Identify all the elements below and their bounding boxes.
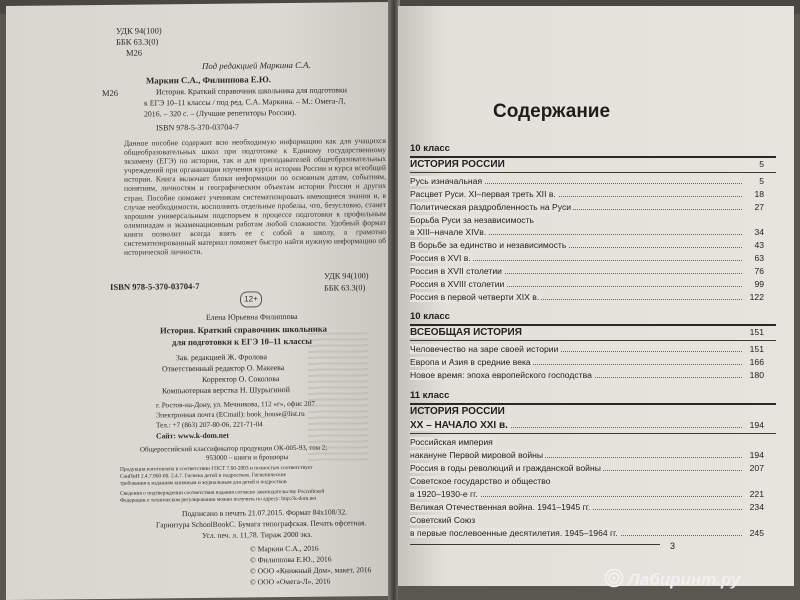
toc-entry-text: Россия в XVII столетии [410,266,502,276]
copyright-3: © ООО «Книжный Дом», макет, 2016 [250,565,372,576]
toc-entry [410,215,764,226]
toc-entry-text: Политическая раздробленность на Руси [410,202,572,212]
print-info-3: Усл. печ. л. 11,78. Тираж 2000 экз. [202,529,313,540]
bbk-top: ББК 63.3(0) [116,36,159,47]
biblio-line-3: 2016. – 320 с. – (Лучшие репетиторы России). [144,107,297,119]
classifier-line-2: 953000 – книги и брошюры [206,453,289,462]
print-info-2: Гарнитура SchoolBookC. Бумага типографская. Печать офсетная. [156,518,367,530]
copyright-4: © ООО «Омега-Л», 2016 [250,576,331,587]
toc-entry-text: накануне Первой мировой войны [410,450,544,460]
section-2-title: ВСЕОБЩАЯ ИСТОРИЯ [410,327,522,338]
toc-entry-page: 76 [754,266,764,276]
publisher-email: Электронная почта (ECmail): book_house@list.ru [156,409,305,420]
toc-entry [410,450,764,461]
copyright-1: © Маркин С.А., 2016 [250,543,319,554]
toc-entry [410,227,764,238]
toc-entry [410,253,764,264]
isbn-inner: ISBN 978-5-370-03704-7 [156,122,239,133]
biblio-line-1: История. Краткий справочник школьника для подготовки [156,85,347,97]
section-3-grade: 11 класс [410,390,450,401]
section-2-underline [410,340,776,341]
toc-entry-page: 18 [754,189,764,199]
section-2-grade: 10 класс [410,311,450,322]
toc-entry-page: 43 [754,240,764,250]
toc-entry [410,344,764,355]
toc-entry-page: 27 [754,202,764,212]
section-1-title-page: 5 [759,159,764,169]
left-page-imprint [6,2,390,600]
toc-entry-page: 34 [754,227,764,237]
toc-entry [410,240,764,251]
watermark-text: Лабиринт.ру [628,570,741,589]
toc-entry [410,266,764,277]
toc-entry-page: 122 [749,292,764,302]
toc-entry [410,476,764,487]
credit-editor-chief: Зав. редакцией Ж. Фролова [176,352,267,363]
section-3-subtitle: XX – НАЧАЛО XXI в. [410,420,508,431]
toc-entry-page: 194 [749,450,764,460]
udk-bottom: УДК 94(100) [324,271,369,281]
toc-entry-page: 99 [754,279,764,289]
section-3-underline [410,433,776,434]
section-3-subtitle-row [410,420,764,431]
section-3-rule [410,403,776,405]
toc-entry [410,279,764,290]
toc-entry-page: 221 [749,489,764,499]
toc-entry-text: Русь изначальная [410,176,483,186]
fine-print-2: СанПиН 2.4.7.960-00. 2.4.7. Гигиена детей и подростков. Гигиенические [120,472,287,480]
section-1-grade: 10 класс [410,143,450,154]
toc-entry [410,515,764,526]
section-2-rule [410,324,776,326]
section-1-rule [410,156,776,158]
toc-entry [410,463,764,474]
toc-entry-text: Расцвет Руси. XI–первая треть XII в. [410,189,556,199]
classifier-line-1: Общероссийский классификатор продукции ОК-005-93, том 2; [140,443,328,454]
bbk-bottom: ББК 63.3(0) [324,283,366,293]
biblio-line-2: к ЕГЭ 10–11 классы / под ред. С.А. Маркина. – М.: Омега-Л, [144,96,346,108]
toc-entry [410,502,764,513]
footer-rule [410,544,660,545]
toc-entry-page: 234 [749,502,764,512]
section-3-title-page: 194 [749,420,764,430]
toc-entry-text: Россия в первой четверти XIX в. [410,292,540,302]
section-2-title-page: 151 [749,327,764,337]
show-through-texture [308,332,368,463]
section-1-title-row [410,159,764,170]
book-title-line-1: История. Краткий справочник школьника [160,323,327,336]
publisher-address: г. Ростов-на-Дону, ул. Мечникова, 112 «г», офис 207 [156,399,315,410]
annotation-text: Данное пособие содержит всю необходимую информацию как для учащихся общеобразовательных школ при подготовке к Единому государственному экзамену (ЕГЭ) по истории, так и для преподавателей общеобразовательных учреждений при организации изучения курса истории России и курса всеобщей истории. Книга включает блоки информации по основным датам, событиям, понятиям, личностям и географическим объектам истории России и других стран. Пособие поможет ученикам систематизировать имеющиеся знания и, в случае необходимости, восполнить отдельные пробелы, что, безусловно, станет хорошим универсальным подспорьем в процессе подготовки к профильным олимпиадам и экзаменационным работам любой сложности. Удобный формат книги позволит всегда взять ее с собой в школу, а грамотно систематизированный материал поможет быстро найти нужную информацию об исторической личности. [124,136,386,257]
toc-title: Содержание [493,101,611,122]
udk-top: УДК 94(100) [116,25,162,36]
toc-entry-text: В борьбе за единство и независимость [410,240,567,250]
toc-entry-page: 63 [754,253,764,263]
credit-editor: Ответственный редактор О. Макеева [162,363,285,374]
publisher-phone: Тел.: +7 (863) 207-80-06, 221-71-04 [156,420,263,430]
toc-entry-text: Россия в годы революций и гражданской войны [410,463,601,473]
publisher-site: Сайт: www.k-dom.net [156,430,229,441]
toc-entry [410,202,764,213]
toc-entry-text: Великая Отечественная война. 1941–1945 гг. [410,502,591,512]
copyright-2: © Филиппова Е.Ю., 2016 [250,554,332,565]
toc-entry [410,489,764,500]
toc-entry-text: Советское государство и общество [410,476,551,486]
toc-entry-page: 245 [749,528,764,538]
toc-entry-page: 151 [749,344,764,354]
toc-entry-text: в 1920–1930-е гг. [410,489,478,499]
age-rating-badge: 12+ [240,291,262,307]
section-1-underline [410,172,776,173]
toc-entry-page: 180 [749,370,764,380]
toc-entry-page: 166 [749,357,764,367]
fine-print-1: Продукция изготовлена в соответствии ГОСТ 7.60-2003 и полностью соответствует [120,464,313,473]
toc-entry-text: Российская империя [410,437,493,447]
toc-entry-text: Советский Союз [410,515,476,525]
toc-entry-text: Россия в XVIII столетии [410,279,505,289]
page-number: 3 [670,541,676,551]
isbn-bottom: ISBN 978-5-370-03704-7 [110,280,200,292]
toc-entry [410,437,764,448]
right-page-contents [398,6,794,600]
credit-proofreader: Корректор О. Соколова [202,374,280,384]
fine-print-5: Федерации о техническом регулировании можно получить по адресу: http://k-dom.net [120,495,317,504]
editor-line: Под редакцией Маркина С.А. [202,59,311,71]
book-title-line-2: для подготовки к ЕГЭ 10–11 классы [172,335,312,348]
authors: Маркин С.А., Филиппова Е.Ю. [146,74,271,86]
m26-top: М26 [126,47,143,58]
fine-print-3: требования к изданиям книжным и журнальным для детей и подростков [120,479,287,487]
toc-entry-text: в первые послевоенные десятилетия. 1945–1964 гг. [410,528,618,538]
toc-entry [410,176,764,187]
print-info-1: Подписано в печать 21.07.2015. Формат 84х108/32. [182,507,348,519]
labyrinth-logo-icon [604,568,624,588]
fine-print-4: Сведения о подтверждении соответствия издания согласно законодательству Российской [120,488,325,497]
toc-entry [410,189,764,200]
author-name: Елена Юрьевна Филиппова [206,311,298,322]
toc-entry-text: Россия в XVI в. [410,253,471,263]
toc-entry-page: 207 [749,463,764,473]
toc-entry-text: в XIII–начале XIVв. [410,227,487,237]
toc-entry-text: Человечество на заре своей истории [410,344,559,354]
toc-entry-text: Новое время: эпоха европейского господства [410,370,592,380]
toc-entry [410,370,764,381]
toc-entry [410,528,764,539]
toc-entry-page: 5 [759,176,764,186]
toc-entry-text: Европа и Азия в средние века [410,357,531,367]
credit-layout: Компьютерная верстка Н. Шурыгиной [162,385,290,396]
toc-entry [410,357,764,368]
section-3-title: ИСТОРИЯ РОССИИ [410,406,505,417]
toc-entry [410,292,764,303]
section-1-title: ИСТОРИЯ РОССИИ [410,159,505,170]
toc-entry-text: Борьба Руси за независимость [410,215,535,225]
m26-side: М26 [102,87,119,98]
section-2-title-row [410,327,764,338]
